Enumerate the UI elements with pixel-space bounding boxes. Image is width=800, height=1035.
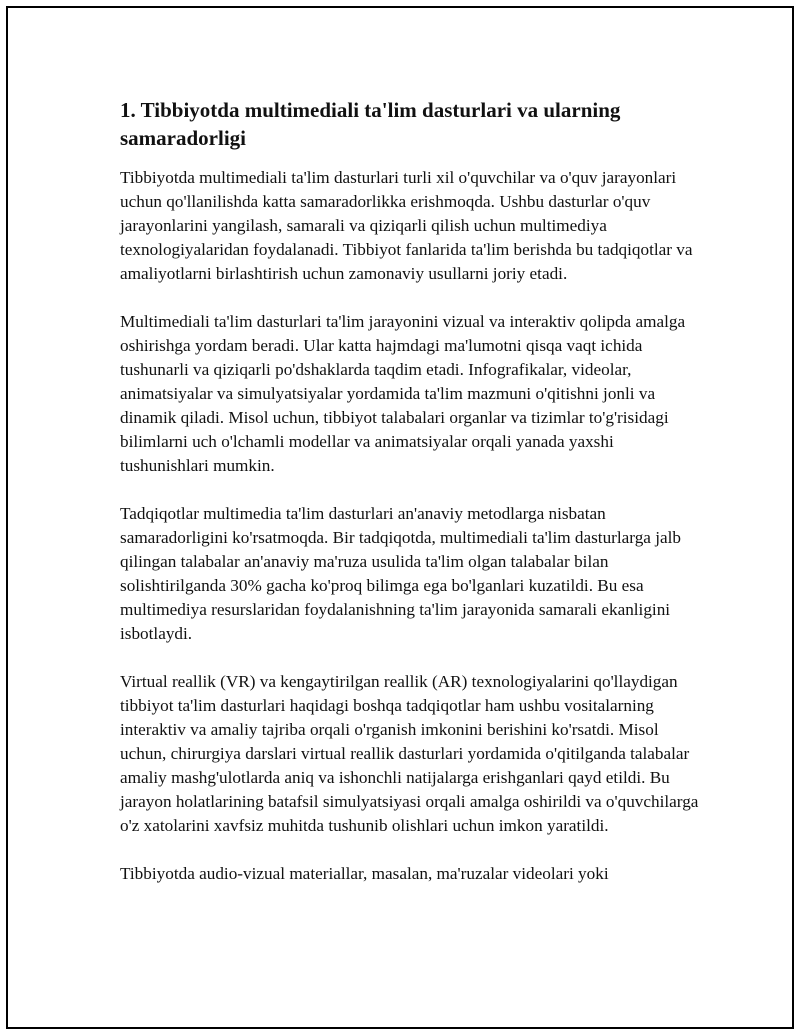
- paragraph: Tadqiqotlar multimedia ta'lim dasturlari an'anaviy metodlarga nisbatan samaradorligini ko'rsatmoqda. Bir tadqiqotda, multimediali ta'lim dasturlarga jalb qilingan talabalar an'anaviy ma'ruza usulida ta'lim olgan talabalar bilan solishtirilganda 30% gacha ko'proq bilimga ega bo'lganlari kuzatildi. Bu esa multimediya resurslaridan foydalanishning ta'lim jarayonida samarali ekanligini isbotlaydi.: [120, 504, 682, 643]
- document-content: [120, 96, 700, 910]
- paragraph: Tibbiyotda audio-vizual materiallar, masalan, ma'ruzalar videolari yoki: [120, 864, 609, 883]
- document-page: [6, 6, 794, 1029]
- section-heading: 1. Tibbiyotda multimediali ta'lim dasturlari va ularning samaradorligi: [120, 98, 621, 150]
- paragraph: Multimediali ta'lim dasturlari ta'lim jarayonini vizual va interaktiv qolipda amalga oshirishga yordam beradi. Ular katta hajmdagi ma'lumotni qisqa vaqt ichida tushunarli va qiziqarli po'dshaklarda taqdim etadi. Infografikalar, videolar, animatsiyalar va simulyatsiyalar yordamida ta'lim mazmuni o'qitishni jonli va dinamik qiladi. Misol uchun, tibbiyot talabalari organlar va tizimlar to'g'risidagi bilimlarni uch o'lchamli modellar va animatsiyalar orqali yanada yaxshi tushunishlari mumkin.: [120, 312, 686, 475]
- paragraph: Tibbiyotda multimediali ta'lim dasturlari turli xil o'quvchilar va o'quv jarayonlari uchun qo'llanilishda katta samaradorlikka erishmoqda. Ushbu dasturlar o'quv jarayonlarini yangilash, samarali va qiziqarli qilish uchun multimediya texnologiyalaridan foydalanadi. Tibbiyot fanlarida ta'lim berishda bu tadqiqotlar va amaliyotlarni birlashtirish uchun zamonaviy usullarni joriy etadi.: [120, 168, 693, 283]
- paragraph: Virtual reallik (VR) va kengaytirilgan reallik (AR) texnologiyalarini qo'llaydigan tibbiyot ta'lim dasturlari haqidagi boshqa tadqiqotlar ham ushbu vositalarning interaktiv va amaliy tajriba orqali o'rganish imkonini berishini ko'rsatdi. Misol uchun, chirurgiya darslari virtual reallik dasturlari yordamida o'qitilganda talabalar amaliy mashg'ulotlarda aniq va ishonchli natijalarga erishganlari qayd etildi. Bu jarayon holatlarining batafsil simulyatsiyasi orqali amalga oshirildi va o'quvchilarga o'z xatolarini xavfsiz muhitda tushunib olishlari uchun imkon yaratildi.: [120, 672, 699, 835]
